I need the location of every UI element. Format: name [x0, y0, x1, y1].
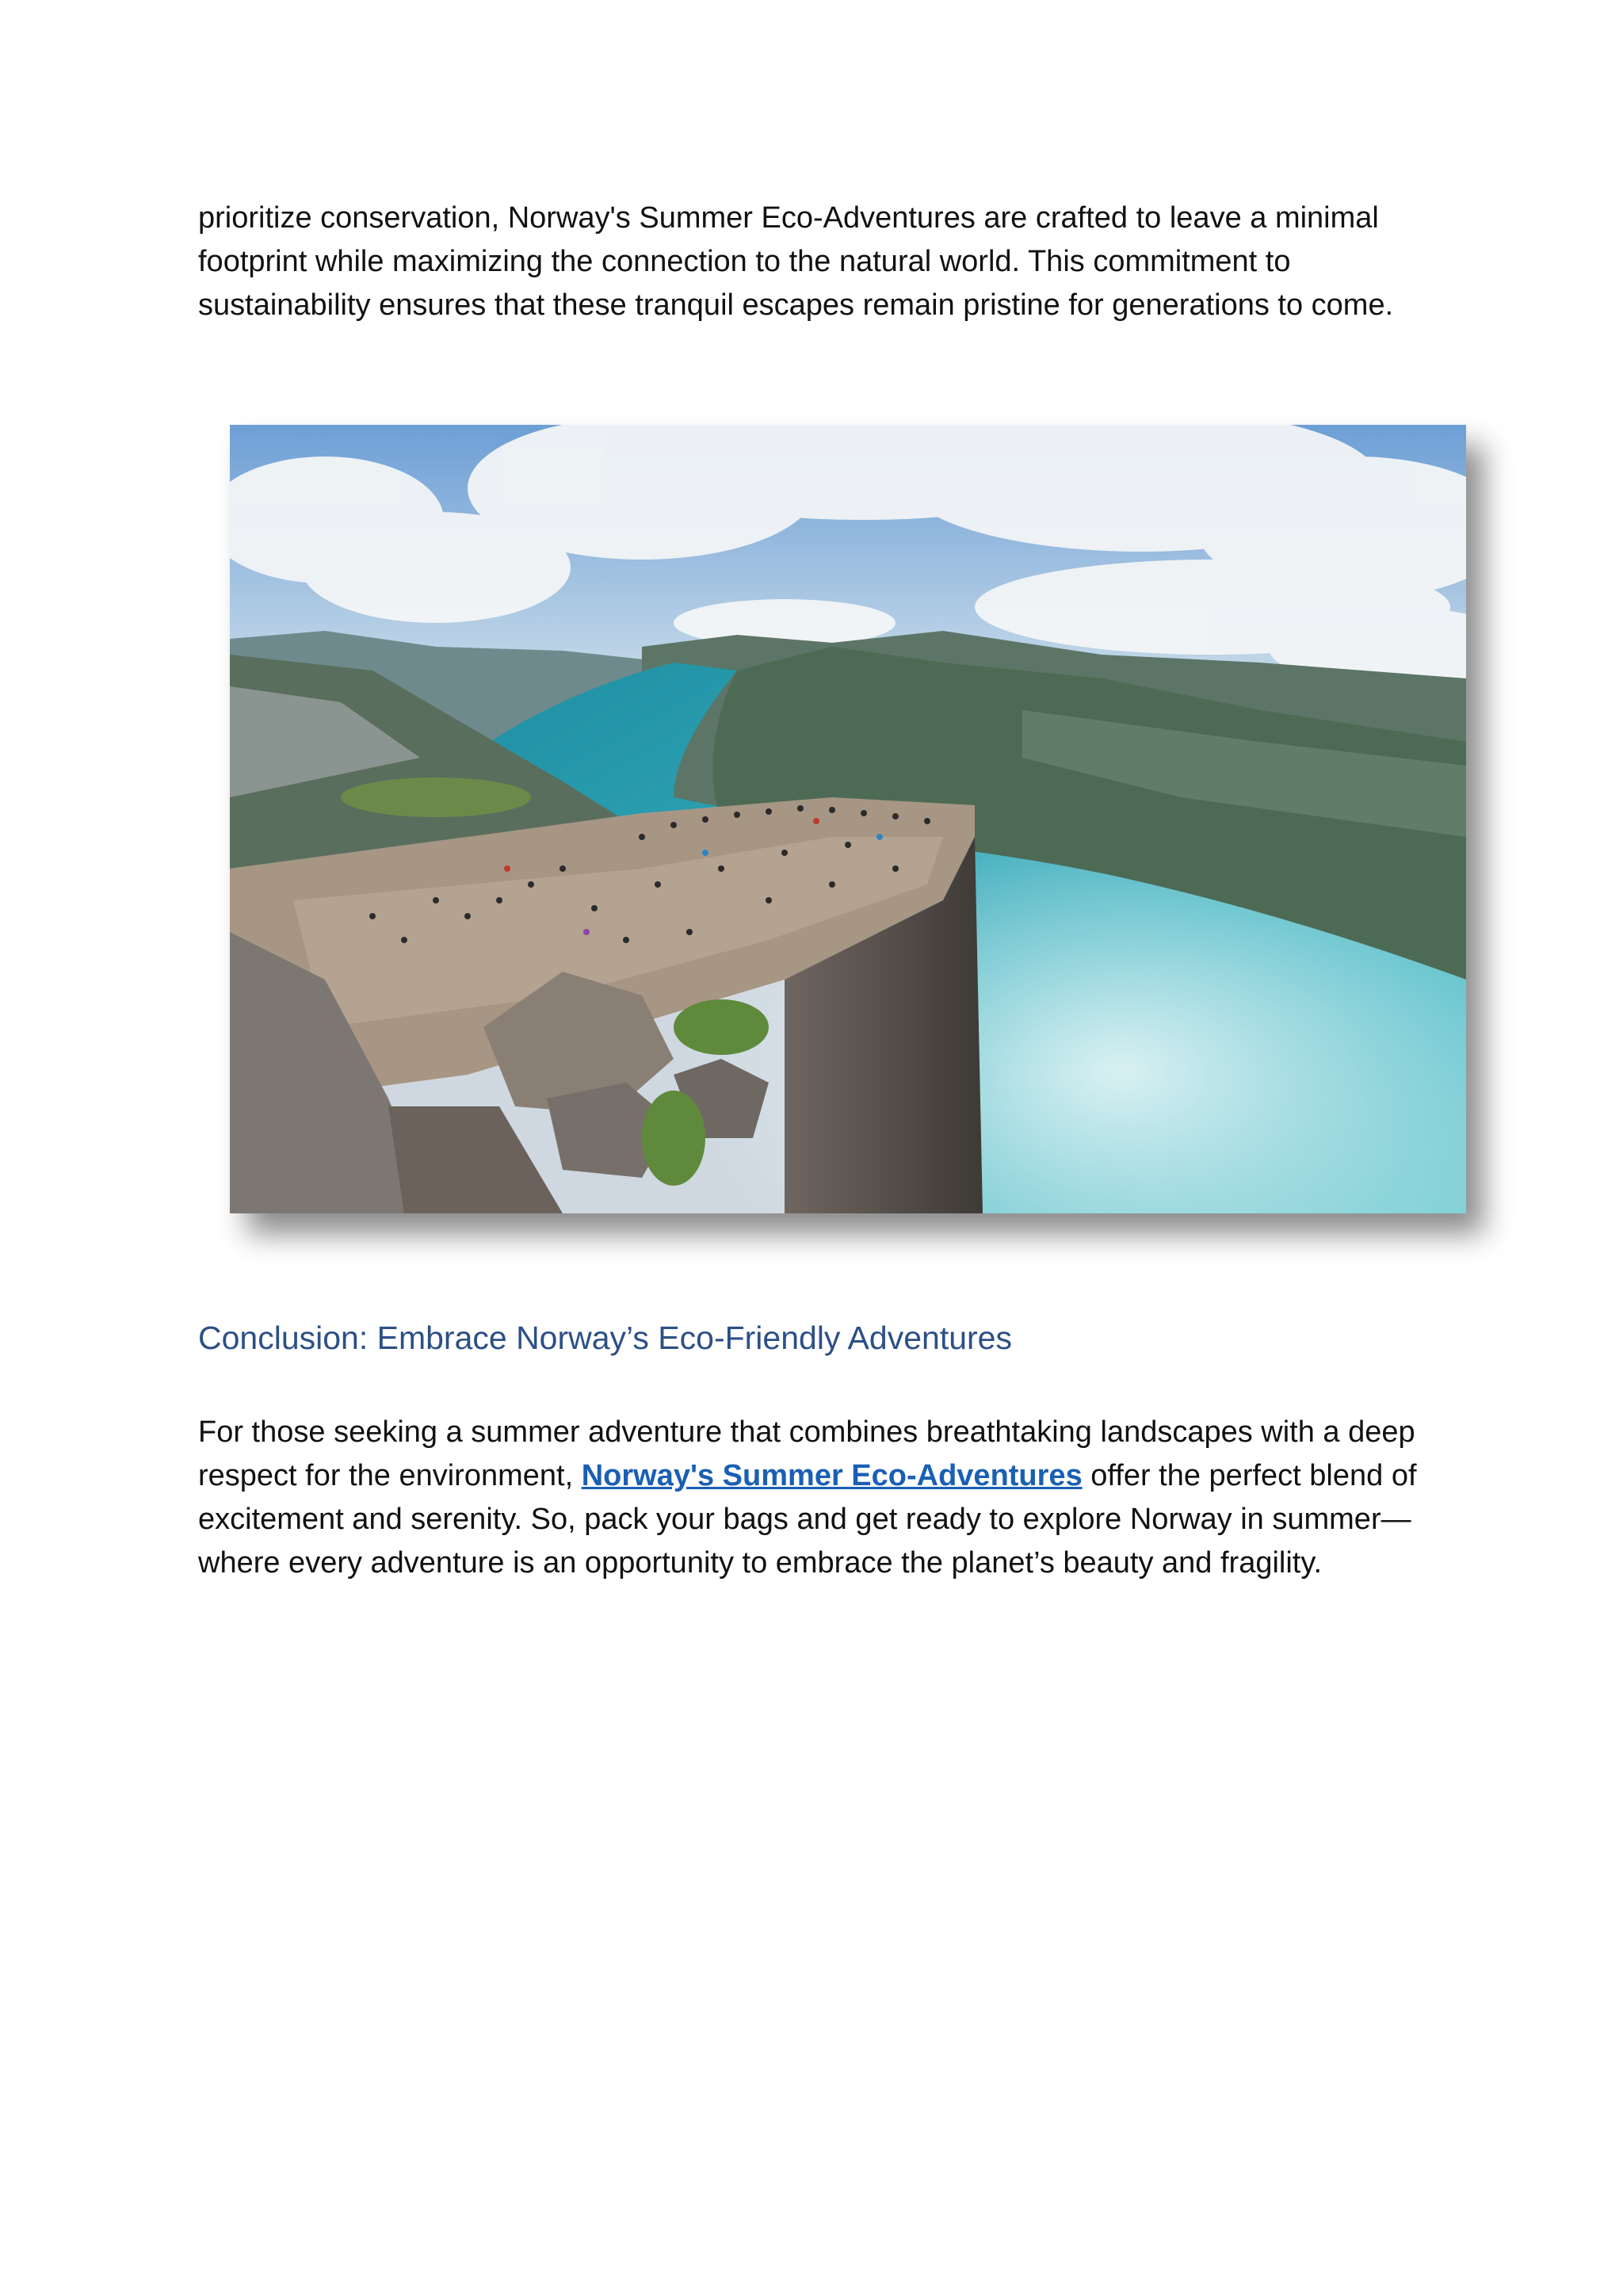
fjord-cliff-illustration — [230, 425, 1466, 1213]
intro-paragraph: prioritize conservation, Norway's Summer Eco-Adventures are crafted to leave a minimal footprint while maximizing the connection to the natural world. This commitment to sustainability ensures that these tranquil escapes remain pristine for generations to come. — [198, 201, 1394, 322]
fjord-cliff-photo — [230, 425, 1466, 1213]
conclusion-text-after-link: offer the perfect blend of excitement and serenity. So, pack your bags and get ready to explore Norway in summer—where every adventure is an opportunity to embrace the planet’s beauty and fragility. — [198, 1459, 1417, 1580]
conclusion-paragraph — [198, 1411, 1434, 1585]
conclusion-heading: Conclusion: Embrace Norway’s Eco-Friendly Adventures — [198, 1320, 1012, 1356]
eco-adventures-link[interactable]: Norway's Summer Eco-Adventures — [581, 1459, 1083, 1492]
conclusion-text-before-link: For those seeking a summer adventure that combines breathtaking landscapes with a deep respect for the environment, — [198, 1415, 1415, 1492]
